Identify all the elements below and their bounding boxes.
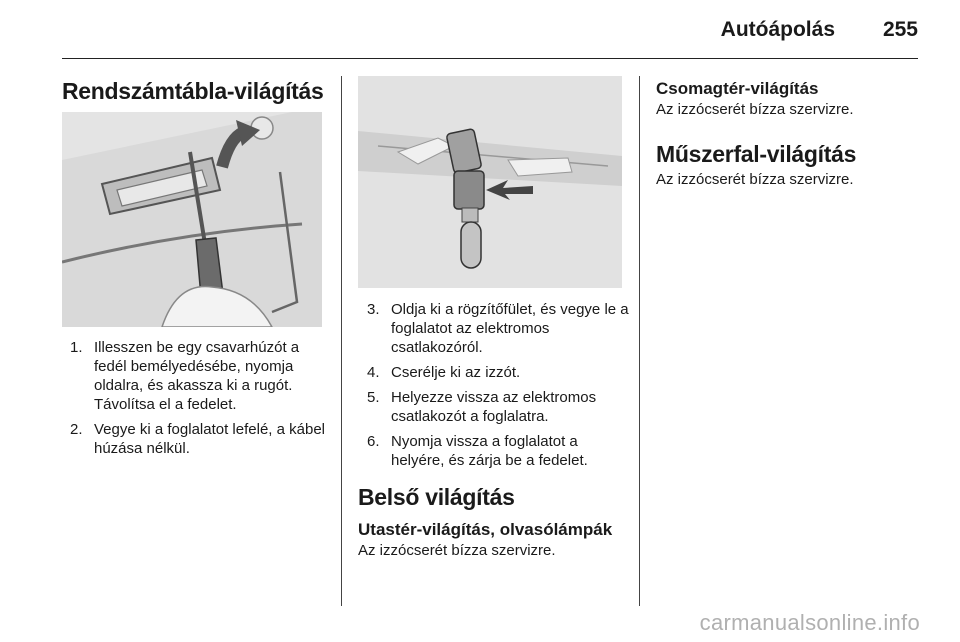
section-title: Autóápolás bbox=[720, 18, 835, 41]
list-item: 3. Oldja ki a rögzítőfület, és vegye le a foglalatot az elektromos csatlakozóról. bbox=[367, 301, 629, 356]
header-rule bbox=[62, 58, 918, 59]
trunk-light-subheading: Csomagtér-világítás bbox=[656, 79, 819, 98]
list-item: 6. Nyomja vissza a foglalatot a helyére, és zárja be a fedelet. bbox=[367, 433, 588, 469]
trunk-light-body: Az izzócserét bízza szervizre. bbox=[656, 101, 854, 118]
passenger-reading-lamps-subheading: Utastér-világítás, olvasólámpák bbox=[358, 520, 613, 539]
dashboard-lighting-body: Az izzócserét bízza szervizre. bbox=[656, 171, 854, 188]
list-item: 1. Illesszen be egy csavarhúzót a fedél bemélyedésébe, nyomja oldalra, és akassza ki a rugót. Távolítsa el a fedelet. bbox=[70, 339, 300, 413]
watermark: carmanualsonline.info bbox=[699, 610, 920, 635]
page-number: 255 bbox=[882, 18, 918, 41]
column-divider-2 bbox=[639, 76, 640, 606]
bulb-socket-illustration bbox=[358, 76, 622, 288]
license-plate-steps-list bbox=[70, 338, 325, 464]
interior-lighting-heading: Belső világítás bbox=[358, 484, 515, 510]
dashboard-lighting-heading: Műszerfal-világítás bbox=[656, 141, 857, 167]
list-item: 2. Vegye ki a foglalatot lefelé, a kábel húzása nélkül. bbox=[70, 421, 325, 457]
screwdriver-cover-illustration bbox=[62, 112, 322, 327]
list-item: 4. Cserélje ki az izzót. bbox=[367, 364, 521, 381]
bulb-replacement-steps-list bbox=[367, 300, 629, 476]
column-divider-1 bbox=[341, 76, 342, 606]
license-plate-light-heading: Rendszámtábla-világítás bbox=[62, 78, 324, 104]
list-item: 5. Helyezze vissza az elektromos csatlakozót a foglalatra. bbox=[367, 389, 597, 425]
passenger-lamps-body: Az izzócserét bízza szervizre. bbox=[358, 542, 556, 559]
